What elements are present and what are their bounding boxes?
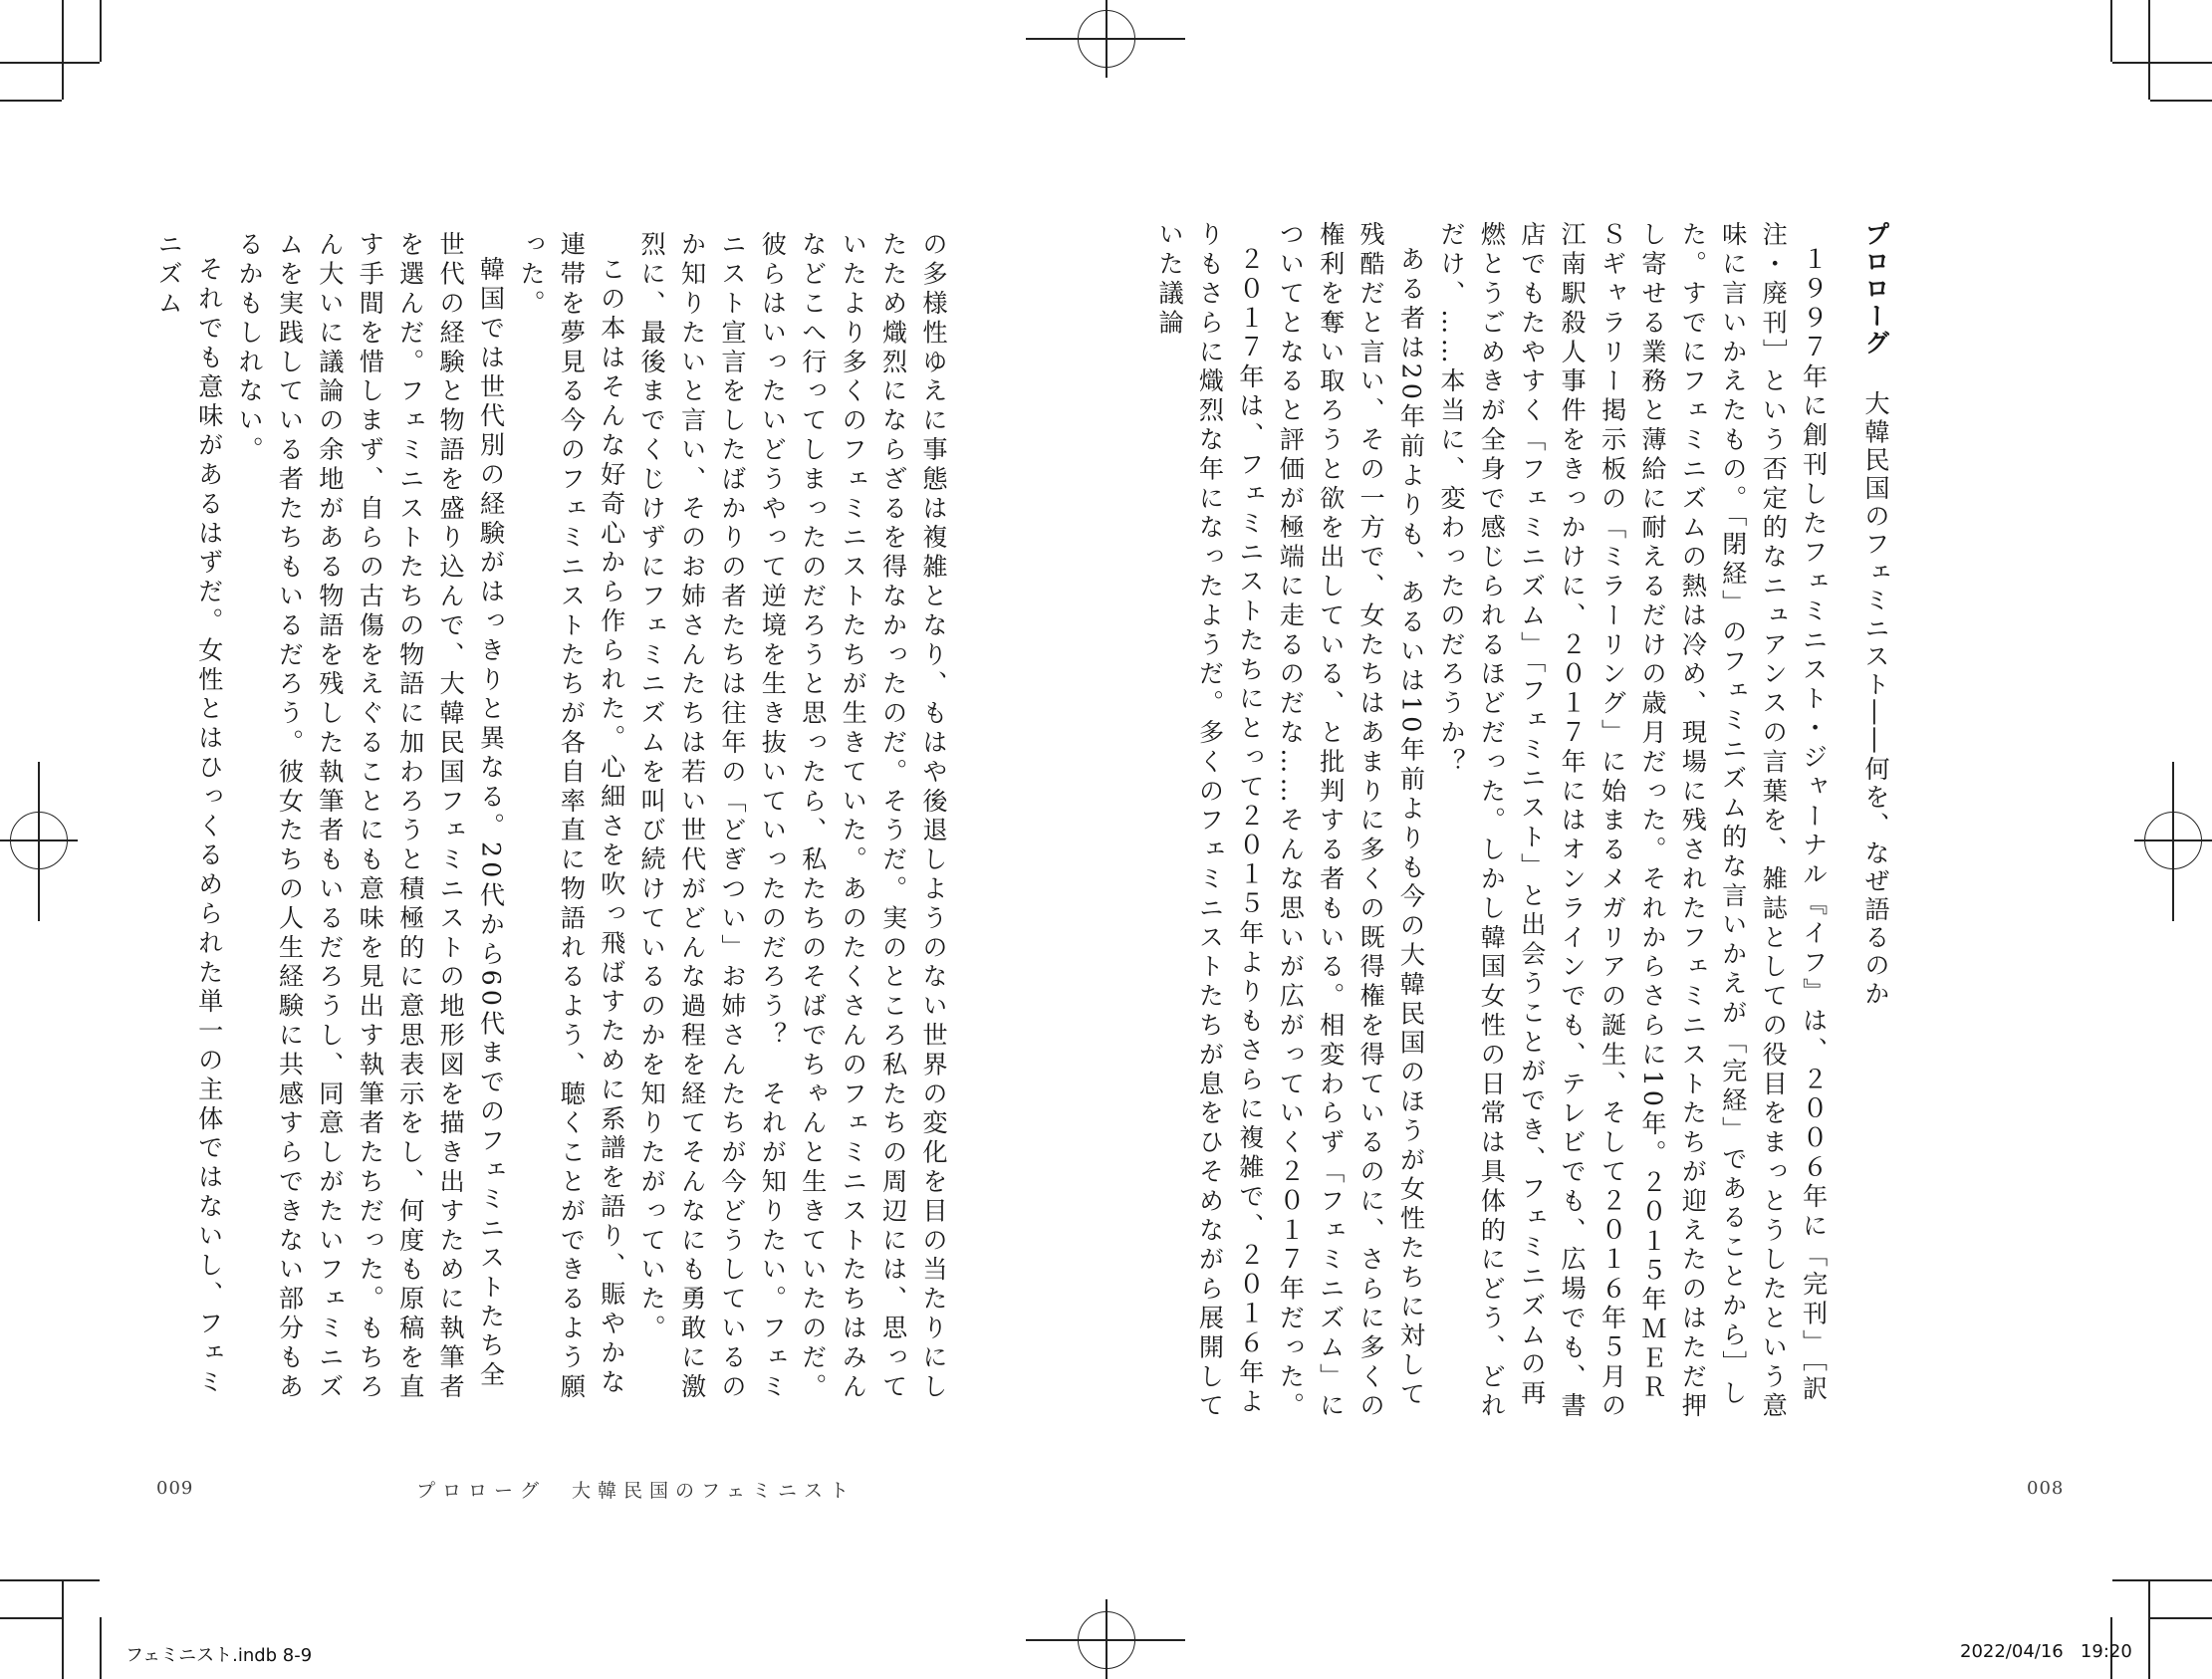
- registration-circle: [1078, 1611, 1135, 1669]
- crop-mark: [0, 100, 62, 102]
- paragraph: ２０１７年は、フェミニストたちにとって２０１５年よりもさらに複雑で、２０１６年よりもさらに熾烈な年になったようだ。多くのフェミニストたちが息をひそめながら展開していた議論: [1155, 221, 1265, 1422]
- paragraph: ある者は20年前よりも、あるいは10年前よりも今の大韓民国のほうが女性たちに対して残酷だと言い、その一方で、女たちはあまりに多くの既得権を得ているのに、さらに多くの権利を奪い取ろうと欲を出している、と批判する者もいる。相変わらず「フェミニズム」についてとなると評価が極端に走るのだな……そんな思いが広がっていく２０１７年だった。: [1276, 221, 1426, 1422]
- chapter-heading: [1855, 221, 1895, 1426]
- registration-circle: [1078, 10, 1135, 68]
- crop-mark: [0, 62, 100, 64]
- crop-mark: [2110, 0, 2112, 62]
- left-page-text: [154, 231, 953, 1416]
- paragraph: 韓国では世代別の経験がはっきりと異なる。20代から60代までのフェミニストたち全世代の経験と物語を盛り込んで、大韓民国フェミニストの地形図を描き出すために執筆者を選んだ。フェミニストたちの物語に加わろうと積極的に意思表示をし、何度も原稿を直す手間を惜しまず、自らの古傷をえぐることにも意味を見出す執筆者たちだった。もちろん大いに議論の余地がある物語を残した執筆者もいるだろうし、同意しがたいフェミニズムを実践している者たちもいるだろう。彼女たちの人生経験に共感すらできない部分もあるかもしれない。: [235, 231, 506, 1402]
- crop-mark: [100, 1617, 102, 1679]
- crop-mark: [2112, 62, 2212, 64]
- crop-mark: [2148, 1579, 2150, 1679]
- crop-mark: [62, 1579, 64, 1679]
- paragraph: それでも意味があるはずだ。女性とはひっくるめられた単一の主体ではないし、フェミニズム: [154, 231, 224, 1398]
- crop-mark: [0, 1617, 62, 1619]
- crop-mark: [62, 0, 64, 100]
- folio-left: 009: [156, 1478, 194, 1499]
- paragraph: １９９７年に創刊したフェミニスト・ジャーナル『イフ』は、２００６年に「完刊」［訳注・廃刊］という否定的なニュアンスの言葉を、雑誌としての役目をまっとうしたという意味に言いかえたもの。「閉経」のフェミニズム的な言いかえが「完経」であることから］した。すでにフェミニズムの熱は冷め、現場に残されたフェミニストたちが迎えたのはただ押し寄せる業務と薄給に耐えるだけの歳月だった。それからさらに10年。２０１５年ＭＥＲＳギャラリー掲示板の「ミラーリング」に始まるメガリアの誕生、そして２０１６年５月の江南駅殺人事件をきっかけに、２０１７年にはオンラインでも、テレビでも、広場でも、書店でもたやすく「フェミニズム」「フェミニスト」と出会うことができ、フェミニズムの再燃とうごめきが全身で感じられるほどだった。しかし韓国女性の日常は具体的にどう、どれだけ、……本当に、変わったのだろうか？: [1436, 221, 1829, 1422]
- paragraph: の多様性ゆえに事態は複雑となり、もはや後退しようのない世界の変化を目の当たりにしたため熾烈にならざるを得なかったのだ。そうだ。実のところ私たちの周辺には、思っていたより多くのフェミニストたちが生きていた。あのたくさんのフェミニストたちはみんなどこへ行ってしまったのだろうと思ったら、私たちのそばでちゃんと生きていたのだ。彼らはいったいどうやって逆境を生き抜いていったのだろう？ それが知りたい。フェミニスト宣言をしたばかりの者たちは往年の「どぎつい」お姉さんたちが今どうしているのか知りたいと言い、そのお姉さんたちは若い世代がどんな過程を経てそんなにも勇敢に激烈に、最後までくじけずにフェミニズムを叫び続けているのかを知りたがっていた。: [637, 231, 948, 1402]
- chapter-title: 大韓民国のフェミニスト――何を、なぜ語るのか: [1861, 390, 1890, 1009]
- slug-filename: フェミニスト.indb 8-9: [125, 1645, 313, 1666]
- chapter-label: プロローグ: [1861, 221, 1890, 357]
- crop-mark: [0, 1579, 100, 1581]
- crop-mark: [2150, 1617, 2212, 1619]
- paragraph: この本はそんな好奇心から作られた。心細さを吹っ飛ばすために系譜を語り、賑やかな連帯を夢見る今のフェミニストたちが各自率直に物語れるよう、聴くことができるよう願った。: [516, 231, 626, 1402]
- crop-mark: [2148, 0, 2150, 100]
- slug-timestamp: 2022/04/16 19:20: [1960, 1641, 2132, 1662]
- crop-mark: [100, 0, 102, 62]
- right-page-text: [1155, 221, 1895, 1426]
- folio-right: 008: [2027, 1478, 2065, 1499]
- crop-mark: [2112, 1579, 2212, 1581]
- registration-circle: [2144, 812, 2202, 869]
- running-head: プロローグ 大韓民国のフェミニスト: [416, 1480, 857, 1502]
- crop-mark: [2150, 100, 2212, 102]
- registration-circle: [10, 812, 68, 869]
